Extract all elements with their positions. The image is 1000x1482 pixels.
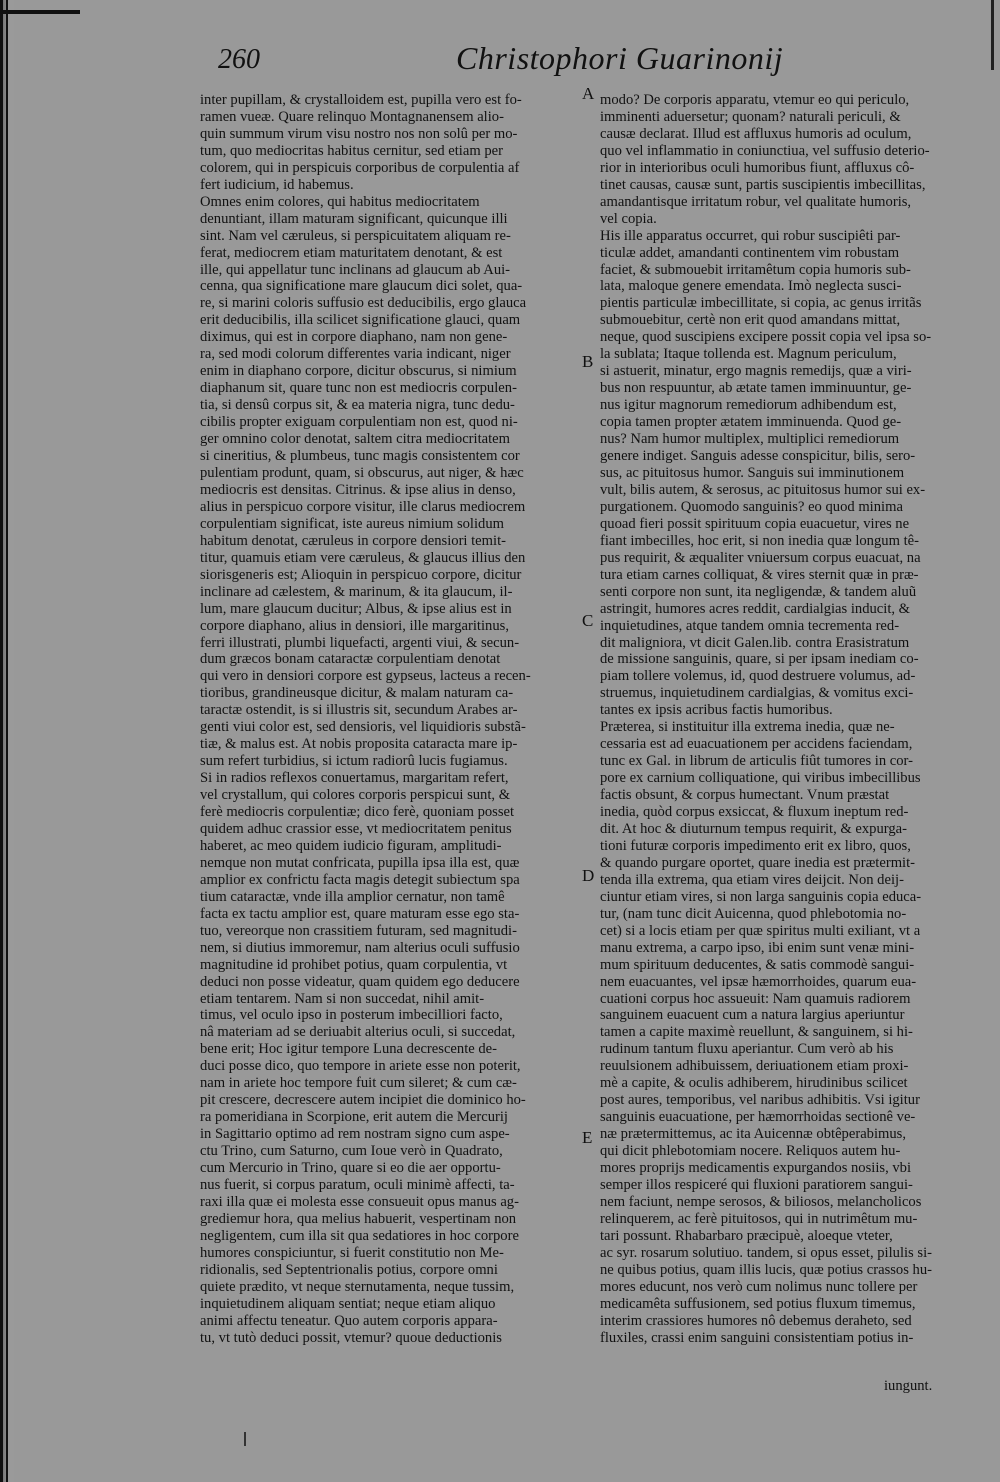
text-line: cet) si a locis etiam per quæ spiritus multi exiliant, vt a xyxy=(600,922,921,939)
text-line: vult, bilis autem, & serosus, ac pituitosus humor sui ex- xyxy=(600,481,926,498)
text-line: dit maligniora, vt dicit Galen.lib. contra Erasistratum xyxy=(600,634,910,651)
text-line: nem euacuantes, vel ipsæ hæmorrhoides, quarum eua- xyxy=(600,973,917,990)
text-line: quoad fieri possit spirituum copia euacuetur, vires ne xyxy=(600,515,910,532)
text-line: nus fuerit, si corpus paratum, oculi minimè affecti, ta- xyxy=(200,1177,515,1193)
catchword: iungunt. xyxy=(884,1378,933,1394)
margin-marker-d: D xyxy=(582,866,595,885)
text-line: ridionalis, sed Septentrionalis potius, corpore omni xyxy=(200,1261,498,1278)
text-line: nemque non mutat confricata, pupilla ipsa illa est, quæ xyxy=(200,854,520,871)
text-line: diaphanum sit, quare tunc non est mediocris corpulen- xyxy=(200,380,517,397)
text-line: tamen a capite maximè reuellunt, & sanguinem, si hi- xyxy=(600,1024,913,1041)
text-line: inquietudines, atque tandem omnia tecrementa red- xyxy=(600,617,900,634)
text-line: nem faciunt, nempe serosos, & biliosos, melancholicos xyxy=(600,1193,922,1210)
text-line: piam tollere volemus, id, quod destruere volumus, ad- xyxy=(600,668,916,685)
text-line: mè a capite, & oculis adhiberem, hirudinibus scilicet xyxy=(600,1075,908,1092)
margin-marker-a: A xyxy=(582,84,595,103)
text-line: astringit, humores acres reddit, cardialgias inducit, & xyxy=(600,600,911,617)
text-line: timus, vel oculo ipso in posterum imbecilliori facto, xyxy=(200,1007,503,1024)
text-line: tum, quo mediocritas habitus cernitur, sed etiam per xyxy=(200,142,503,159)
text-line: submouebitur, certè non erit quod amandans mittat, xyxy=(600,312,901,329)
text-line: amandantisque irritatum robur, vel qualitate humoris, xyxy=(600,193,912,210)
text-line: interim crassiores humores nô debemus deraheto, sed xyxy=(600,1312,912,1329)
text-line: tunc ex Gal. in librum de articulis fiût tumores in cor- xyxy=(600,753,913,770)
text-line: corpulentiam significat, iste aureus nimium solidum xyxy=(200,515,504,532)
text-line: qui vero in densiori corpore est gypseus, lacteus a recen- xyxy=(200,668,531,685)
text-line: ticulæ addet, amandanti continentem vim robustam xyxy=(600,244,900,261)
text-line: pore ex carnium colliquatione, qui viribus imbecillibus xyxy=(600,770,921,787)
text-line: tu, vt tutò deduci possit, vtemur? quoue deductionis xyxy=(200,1329,502,1346)
text-line: nam in ariete hoc tempore fuit cum sileret; & cum cæ- xyxy=(200,1075,517,1092)
text-line: haberet, ac meo quidem iudicio figuram, amplitudi- xyxy=(200,837,502,854)
text-line: si astuerit, minatur, ergo magnis remedijs, quæ a viri- xyxy=(600,363,912,380)
text-line: purgationem. Quomodo sanguinis? eo quod minima xyxy=(600,498,903,515)
text-line: mediocris est densitas. Citrinus. & ipse alius in denso, xyxy=(200,481,516,498)
text-line: inquietudinem aliquam sentiat; neque etiam aliquo xyxy=(200,1295,496,1312)
text-line: sum refert turbidius, si ictum radiorû lucis fugiamus. xyxy=(200,753,508,770)
text-line: ctu Trino, cum Saturno, cum Ioue verò in Quadrato, xyxy=(200,1143,503,1160)
text-line: tia, si densû corpus sit, & ea materia nigra, tunc dedu- xyxy=(200,397,515,414)
margin-marker-c: C xyxy=(582,611,594,630)
text-line: re, si marini coloris suffusio est deducibilis, ergo glauca xyxy=(200,295,527,312)
text-line: diximus, qui est in corpore diaphano, nam non gene- xyxy=(200,329,508,346)
text-line: factis obsunt, & corpus humectant. Vnum præstat xyxy=(600,787,890,804)
text-line: ferè mediocris corpulentiæ; dico ferè, quoniam posset xyxy=(200,804,515,821)
text-line: reuulsionem adhibuissem, deriuationem etiam proxi- xyxy=(600,1058,909,1075)
text-line: tari possunt. Rhabarbaro præcipuè, aloeque vteter, xyxy=(600,1227,893,1244)
text-line: genti viui color est, sed densioris, vel liquidioris substã- xyxy=(200,719,526,736)
right-text-column xyxy=(600,92,972,1347)
text-line: modo? De corporis apparatu, vtemur eo qui periculo, xyxy=(600,92,910,108)
text-line: deduci non posse videatur, quam quidem ego deducere xyxy=(200,973,520,990)
text-line: tenda illa extrema, qua etiam vires deijcit. Non deij- xyxy=(600,871,904,888)
text-line: tioni futuræ corporis impedimento erit ex libro, quos, xyxy=(600,837,911,854)
text-line: in Sagittario optimo ad rem nostram signo cum aspe- xyxy=(200,1126,510,1143)
margin-marker-b: B xyxy=(582,352,594,371)
text-line: tuo, vereorque non crassitiem futuram, sed magnitudi- xyxy=(200,922,517,939)
text-line: copia tamen propter ætatem imminuenda. Quod ge- xyxy=(600,414,902,431)
text-line: Omnes enim colores, qui habitus mediocritatem xyxy=(200,193,480,210)
text-line: & quando purgare oportet, quare inedia est prætermit- xyxy=(600,854,916,871)
text-line: pientis particulæ imbecillitate, si copia, ac genus irritãs xyxy=(600,295,922,312)
text-line: næ prætermittemus, ac ita Auicennæ obtêperabimus, xyxy=(600,1126,906,1143)
text-line: nem, si diutius immoremur, nam alterius oculi suffusio xyxy=(200,939,520,956)
text-line: inclinare ad cælestem, & marinum, & ita glaucum, il- xyxy=(200,583,513,600)
text-line: relinquerem, ac ferè pituitosos, qui in nutrimêtum mu- xyxy=(600,1210,918,1227)
text-line: dum græcos bonam cataractæ corpulentiam denotat xyxy=(200,651,501,668)
text-line: fiant imbecilles, hoc erit, si non inedia quæ longum tê- xyxy=(600,532,919,549)
text-line: quin summum virum visu nostro nos non solû per mo- xyxy=(200,125,518,142)
text-line: semper illos respiceré qui fluxioni paratiorem sangui- xyxy=(600,1177,913,1193)
text-line: grediemur hora, qua melius habuerit, vespertinam non xyxy=(200,1210,517,1227)
text-line: tioribus, grandineusque dicitur, & malam naturam ca- xyxy=(200,685,514,702)
text-line: humores conspiciuntur, si fuerit constitutio non Me- xyxy=(200,1244,504,1261)
text-line: vel crystallum, qui colores corporis perspicui sunt, & xyxy=(200,787,511,804)
text-line: ferat, mediocrem etiam maturitatem denotant, & est xyxy=(200,244,503,261)
scan-bottom-mark xyxy=(244,1432,246,1446)
scan-binding-edge xyxy=(0,0,14,1482)
text-line: ra pomeridiana in Scorpione, erit autem die Mercurij xyxy=(200,1109,508,1126)
text-line: habitum denotat, cæruleus in corpore densiori temit- xyxy=(200,532,506,549)
text-line: taractæ ostendit, is si illustris sit, secundum Arabes ar- xyxy=(200,702,518,719)
text-line: nâ materiam ad se deriuabit alterius oculi, si succedat, xyxy=(200,1024,516,1041)
text-line: sanguinis euacuatione, per hæmorrhoidas sectionê ve- xyxy=(600,1109,916,1126)
text-line: mores educunt, nos verò cum nolimus nunc tollere per xyxy=(600,1278,918,1295)
text-line: alius in perspicuo corpore visitur, ille clarus mediocrem xyxy=(200,498,526,515)
text-line: neque, quod suscipiens excipere possit copia vel ipsa so- xyxy=(600,329,932,346)
text-line: fert iudicium, id habemus. xyxy=(200,176,354,193)
text-line: sus, ac pituitosus humor. Sanguis sui imminutionem xyxy=(600,464,905,481)
scan-top-mark xyxy=(0,10,80,14)
text-line: pus requirit, & æqualiter vniuersum corpus euacuat, na xyxy=(600,549,921,566)
left-text-column xyxy=(200,92,578,1347)
text-line: tium cataractæ, vnde illa amplior cernatur, non tamê xyxy=(200,888,505,905)
text-line: qui dicit phlebotomiam nocere. Reliquos autem hu- xyxy=(600,1143,901,1160)
text-line: quo vel inflammatio in coniunctiua, vel suffusio deterio- xyxy=(600,142,930,159)
text-line: lum, mare glaucum ducitur; Albus, & ipse alius est in xyxy=(200,600,512,617)
text-line: inter pupillam, & crystalloidem est, pupilla vero est fo- xyxy=(200,92,522,108)
text-line: tinet causas, causæ sunt, partis suscipientis imbecillitas, xyxy=(600,176,926,193)
text-line: dit. At hoc & diuturnum tempus requirit, & expurga- xyxy=(600,820,907,837)
text-line: ferri illustrati, plumbi liquefacti, argenti viui, & secun- xyxy=(200,634,520,651)
text-line: pit crescere, decrescere autem incipiet die dominico ho- xyxy=(200,1092,526,1109)
text-line: etiam tentarem. Nam si non succedat, nihil amit- xyxy=(200,990,485,1007)
text-line: tantes ex ipsis acribus factis humoribus. xyxy=(600,702,833,719)
text-line: senti corpore non sunt, ita negligendæ, & tandem aluũ xyxy=(600,583,917,600)
text-line: rudinum tantum fluxu aperiantur. Cum verò ab his xyxy=(600,1041,894,1058)
text-line: magnitudine id prohibet potius, quam corpulentia, vt xyxy=(200,956,508,973)
text-line: mum spirituum deducentes, & satis commodè sangui- xyxy=(600,956,915,973)
text-line: pulentiam produnt, quam, si obscurus, aut niger, & hæc xyxy=(200,464,524,481)
text-line: bene erit; Hoc igitur tempore Luna decrescente de- xyxy=(200,1041,498,1058)
scan-right-edge xyxy=(991,0,994,70)
text-line: erit deducibilis, illa scilicet significatione glauci, quam xyxy=(200,312,521,329)
text-line: fluxiles, crassi enim sanguini consistentiam potius in- xyxy=(600,1329,914,1346)
text-line: His ille apparatus occurret, qui robur suscipiêti par- xyxy=(600,227,901,244)
text-line: si cineritius, & plumbeus, tunc magis consistentem cor xyxy=(200,448,520,465)
text-line: faciet, & submouebit irritamêtum copia humoris sub- xyxy=(600,261,911,278)
text-line: quidem adhuc crassior esse, vt mediocritatem penitus xyxy=(200,820,512,837)
text-line: causæ declarat. Illud est affluxus humoris ad oculum, xyxy=(600,125,912,142)
text-line: siorisgeneris est; Alioquin in perspicuo corpore, dicitur xyxy=(200,566,522,583)
text-line: negligentem, cum illa sit qua sedatiores in hoc corpore xyxy=(200,1227,519,1244)
text-line: medicamêta suffusionem, sed potius fluxum timemus, xyxy=(600,1295,916,1312)
text-line: genere indiget. Sanguis adesse conspicitur, bilis, sero- xyxy=(600,448,916,465)
text-line: sanguinem euacuent cum a natura largius aperiuntur xyxy=(600,1007,905,1024)
page-number: 260 xyxy=(218,44,260,75)
text-line: sint. Nam vel cæruleus, si perspicuitatem aliquam re- xyxy=(200,227,511,244)
text-line: animi affectu teneatur. Quo autem corporis appara- xyxy=(200,1312,498,1329)
text-line: la sublata; Itaque tollenda est. Magnum periculum, xyxy=(600,346,897,363)
text-line: quiete prædito, vt neque sternutamenta, neque tussim, xyxy=(200,1278,515,1295)
text-line: cibilis propter exiguam corpulentiam non est, quod ni- xyxy=(200,414,518,431)
text-line: ramen vueæ. Quare relinquo Montagnanensem alio- xyxy=(200,108,504,125)
text-line: ger omnino color denotat, saltem citra mediocritatem xyxy=(200,431,511,448)
text-line: imminenti aduersetur; quonam? naturali periculi, & xyxy=(600,108,901,125)
text-line: cessaria est ad euacuationem per accidens faciendam, xyxy=(600,736,913,753)
text-line: duci posse dico, quo tempore in ariete esse non poterit, xyxy=(200,1058,521,1075)
text-line: lata, maloque genere emendata. Imò neglecta susci- xyxy=(600,278,902,295)
text-line: tur, (nam tunc dicit Auicenna, quod phlebotomia no- xyxy=(600,905,907,922)
text-line: nus? Nam humor multiplex, multiplici remediorum xyxy=(600,431,900,448)
text-line: tiæ, & malus est. At nobis proposita cataracta mare ip- xyxy=(200,736,518,753)
text-line: vel copia. xyxy=(600,210,657,227)
text-line: cuationi corpus hoc assueuit: Nam quamuis radiorem xyxy=(600,990,911,1007)
text-line: rior in interioribus oculi humoribus fiunt, affluxus cô- xyxy=(600,159,915,176)
text-line: ciuntur etiam vires, si non larga sanguinis copia educa- xyxy=(600,888,922,905)
text-line: mores proprijs medicamentis expurgandos nosiis, vbi xyxy=(600,1160,912,1177)
text-line: enim in diaphano corpore, dicitur obscurus, si nimium xyxy=(200,363,517,380)
text-line: ille, qui appellatur tunc inclinans ad glaucum ab Aui- xyxy=(200,261,511,278)
text-line: titur, quamuis etiam vere cæruleus, & glaucus illius den xyxy=(200,549,526,566)
text-line: colorem, qui in perspicuis corporibus de corpulentia af xyxy=(200,159,520,176)
text-line: ac syr. rosarum solutiuo. tandem, si opus esset, pilulis si- xyxy=(600,1244,932,1261)
text-line: ra, sed modi colorum differentes varia indicant, niger xyxy=(200,346,511,363)
text-line: struemus, inquietudinem cardialgias, & vomitus exci- xyxy=(600,685,914,702)
text-line: tura etiam carnes colliquat, & vires sternit quæ in præ- xyxy=(600,566,919,583)
text-line: bus non respuuntur, ab ætate tamen imminuuntur, ge- xyxy=(600,380,912,397)
text-line: facta ex tactu amplior est, quare maturam esse ego sta- xyxy=(200,905,520,922)
text-line: post aures, temporibus, vel naribus adhibitis. Vsi igitur xyxy=(600,1092,920,1109)
text-line: ne quibus potius, quam illis lucis, quæ potius crassos hu- xyxy=(600,1261,933,1278)
text-line: denuntiant, illam maturam significant, quicunque illi xyxy=(200,210,508,227)
text-line: Si in radios reflexos conuertamus, margaritam refert, xyxy=(200,770,509,787)
running-head: Christophori Guarinonij xyxy=(456,40,784,76)
text-line: raxi illa quæ ei molesta esse consueuit opus manus ag- xyxy=(200,1193,519,1210)
text-line: cum Mercurio in Trino, quare si eo die aer opportu- xyxy=(200,1160,501,1177)
text-line: corpore diaphano, alius in densiori, ille margaritinus, xyxy=(200,617,509,634)
text-line: nus igitur magnorum remediorum adhibendum est, xyxy=(600,397,897,414)
text-line: de missione sanguinis, quare, si per ipsam inediam co- xyxy=(600,651,919,668)
margin-marker-e: E xyxy=(582,1128,593,1147)
text-line: Præterea, si instituitur illa extrema inedia, quæ ne- xyxy=(600,719,895,736)
text-line: manu extrema, a carpo ipso, ibi enim sunt venæ mini- xyxy=(600,939,915,956)
text-line: amplior ex confrictu facta magis detegit subiectum spa xyxy=(200,871,520,888)
text-line: cenna, qua significatione mare glaucum dici solet, qua- xyxy=(200,278,523,295)
text-line: inedia, quòd corpus exsiccat, & fluxum ineptum red- xyxy=(600,804,909,821)
